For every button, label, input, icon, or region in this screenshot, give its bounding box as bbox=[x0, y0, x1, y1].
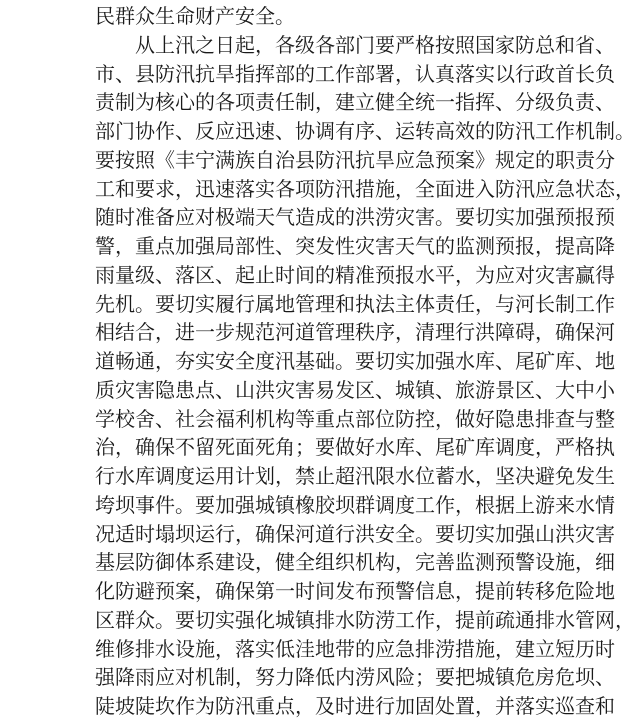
text-line: 相结合，进一步规范河道管理秩序，清理行洪障碍，确保河 bbox=[95, 320, 615, 344]
text-line: 先机。要切实履行属地管理和执法主体责任，与河长制工作 bbox=[95, 292, 615, 316]
text-line: 雨量级、落区、起止时间的精准预报水平，为应对灾害赢得 bbox=[95, 263, 615, 287]
text-line: 民群众生命财产安全。 bbox=[95, 4, 295, 28]
text-line: 随时准备应对极端天气造成的洪涝灾害。要切实加强预报预 bbox=[95, 205, 615, 229]
text-line: 责制为核心的各项责任制，建立健全统一指挥、分级负责、 bbox=[95, 90, 615, 114]
text-line: 行水库调度运用计划，禁止超汛限水位蓄水，坚决避免发生 bbox=[95, 464, 615, 488]
text-line: 区群众。要切实强化城镇排水防涝工作，提前疏通排水管网， bbox=[95, 608, 635, 632]
text-line: 道畅通，夯实安全度汛基础。要切实加强水库、尾矿库、地 bbox=[95, 349, 615, 373]
text-line: 化防避预案，确保第一时间发布预警信息，提前转移危险地 bbox=[95, 579, 615, 603]
text-line: 陡坡陡坎作为防汛重点，及时进行加固处置，并落实巡查和 bbox=[95, 694, 615, 718]
text-line: 部门协作、反应迅速、协调有序、运转高效的防汛工作机制。 bbox=[95, 119, 635, 143]
text-line: 基层防御体系建设，健全组织机构，完善监测预警设施，细 bbox=[95, 550, 615, 574]
text-line: 学校舍、社会福利机构等重点部位防控，做好隐患排查与整 bbox=[95, 407, 615, 431]
paragraph-first-line: 从上汛之日起，各级各部门要严格按照国家防总和省、 bbox=[135, 33, 615, 57]
text-line: 治，确保不留死面死角；要做好水库、尾矿库调度，严格执 bbox=[95, 435, 615, 459]
text-line: 要按照《丰宁满族自治县防汛抗旱应急预案》规定的职责分 bbox=[95, 148, 615, 172]
text-line: 工和要求，迅速落实各项防汛措施，全面进入防汛应急状态， bbox=[95, 177, 635, 201]
text-line: 维修排水设施，落实低洼地带的应急排涝措施，建立短历时 bbox=[95, 637, 615, 661]
text-line: 强降雨应对机制，努力降低内涝风险；要把城镇危房危坝、 bbox=[95, 665, 615, 689]
text-line: 警，重点加强局部性、突发性灾害天气的监测预报，提高降 bbox=[95, 234, 615, 258]
text-line: 市、县防汛抗旱指挥部的工作部署，认真落实以行政首长负 bbox=[95, 62, 615, 86]
text-line: 质灾害隐患点、山洪灾害易发区、城镇、旅游景区、大中小 bbox=[95, 378, 615, 402]
text-line: 垮坝事件。要加强城镇橡胶坝群调度工作，根据上游来水情 bbox=[95, 493, 615, 517]
text-line: 况适时塌坝运行，确保河道行洪安全。要切实加强山洪灾害 bbox=[95, 522, 615, 546]
